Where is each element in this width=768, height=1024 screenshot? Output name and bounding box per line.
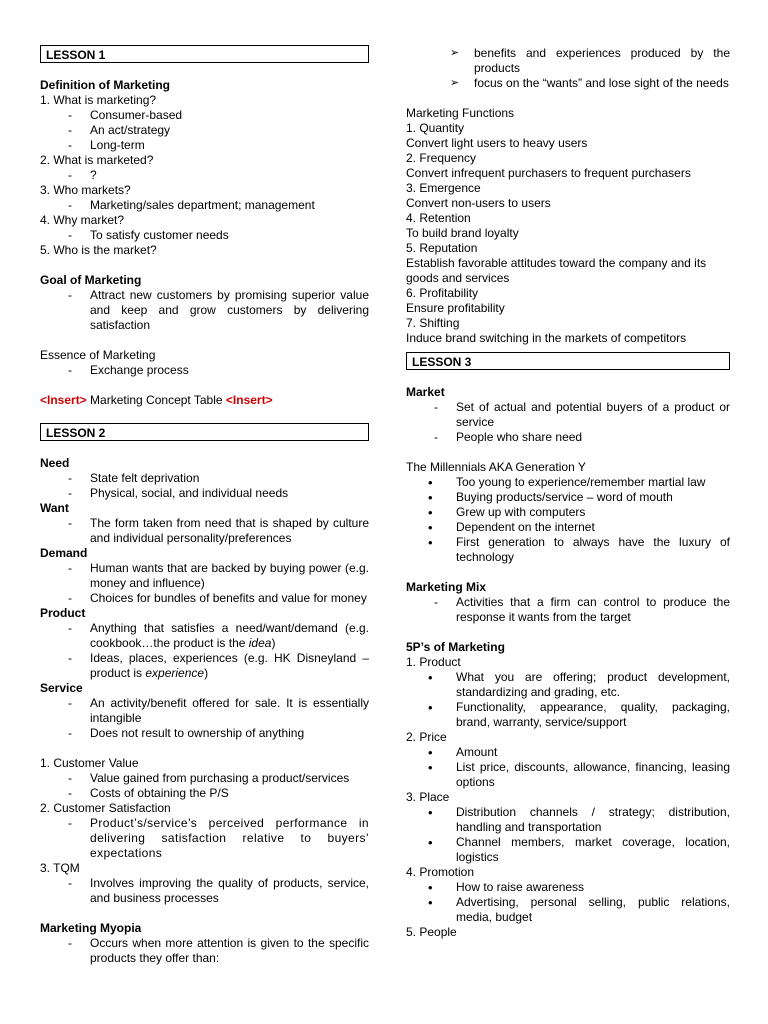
functions-line: Ensure profitability: [406, 301, 505, 315]
list-item: • Distribution channels / strategy; distribution, handling and transportation: [406, 805, 730, 835]
fiveps-promotion-title: 4. Promotion: [406, 865, 475, 879]
functions-line: 2. Frequency: [406, 151, 477, 165]
question-4-list: [40, 228, 369, 243]
myopia-list: [40, 936, 369, 966]
left-column: [40, 45, 369, 966]
demand-title: Demand: [40, 546, 88, 560]
item-text: Ideas, places, experiences (e.g. HK Disneyland – product is: [90, 651, 369, 680]
functions-line: 5. Reputation: [406, 241, 478, 255]
question-3: 3. Who markets?: [40, 183, 131, 197]
fiveps-people-title: 5. People: [406, 925, 457, 939]
list-item: - ?: [40, 168, 369, 183]
tqm-list: [40, 876, 369, 906]
functions-line: 7. Shifting: [406, 316, 460, 330]
question-2-list: [40, 168, 369, 183]
list-item: ➢ benefits and experiences produced by the products: [406, 46, 730, 76]
list-item: • Dependent on the internet: [406, 520, 730, 535]
question-3-list: [40, 198, 369, 213]
list-item: • Too young to experience/remember martial law: [406, 475, 730, 490]
millennials-title: The Millennials AKA Generation Y: [406, 460, 586, 474]
functions-line: Convert light users to heavy users: [406, 136, 588, 150]
question-1: 1. What is marketing?: [40, 93, 157, 107]
question-4: 4. Why market?: [40, 213, 125, 227]
functions-line: 1. Quantity: [406, 121, 465, 135]
product-list: [40, 621, 369, 681]
list-item: - Costs of obtaining the P/S: [40, 786, 369, 801]
fiveps-place-title: 3. Place: [406, 790, 450, 804]
list-item: - Consumer-based: [40, 108, 369, 123]
list-item: • Grew up with computers: [406, 505, 730, 520]
need-title: Need: [40, 456, 70, 470]
service-title: Service: [40, 681, 83, 695]
list-item: - Marketing/sales department; management: [40, 198, 369, 213]
list-item: • Advertising, personal selling, public relations, media, budget: [406, 895, 730, 925]
product-title: Product: [40, 606, 86, 620]
question-2: 2. What is marketed?: [40, 153, 154, 167]
myopia-sublist: [406, 46, 730, 91]
item-text: ): [271, 636, 276, 650]
goal-title: Goal of Marketing: [40, 273, 142, 287]
essence-title: Essence of Marketing: [40, 348, 156, 362]
list-item: - The form taken from need that is shaped by culture and individual personality/preferences: [40, 516, 369, 546]
definition-title: Definition of Marketing: [40, 78, 170, 92]
list-item: • Functionality, appearance, quality, packaging, brand, warranty, service/support: [406, 700, 730, 730]
market-title: Market: [406, 385, 445, 399]
list-item: • List price, discounts, allowance, financing, leasing options: [406, 760, 730, 790]
item-text: ): [204, 666, 209, 680]
functions-line: Induce brand switching in the markets of competitors: [406, 331, 687, 345]
want-list: [40, 516, 369, 546]
mix-title: Marketing Mix: [406, 580, 487, 594]
list-item: • Channel members, market coverage, location, logistics: [406, 835, 730, 865]
list-item: - Occurs when more attention is given to the specific products they offer than:: [40, 936, 369, 966]
need-list: [40, 471, 369, 501]
list-item: - Long-term: [40, 138, 369, 153]
right-column: [406, 46, 730, 940]
list-item: - An act/strategy: [40, 123, 369, 138]
functions-line: To build brand loyalty: [406, 226, 519, 240]
customer-satisfaction-list: [40, 816, 369, 861]
market-list: [406, 400, 730, 445]
mix-list: [406, 595, 730, 625]
want-title: Want: [40, 501, 69, 515]
millennials-list: [406, 475, 730, 565]
list-item: - Product’s/service’s perceived performance in delivering satisfaction relative to buyers’ expectations: [40, 816, 369, 861]
list-item: - Human wants that are backed by buying power (e.g. money and influence): [40, 561, 369, 591]
lesson1-heading: LESSON 1: [40, 45, 369, 63]
item-emphasis: experience: [145, 666, 205, 680]
fiveps-product-title: 1. Product: [406, 655, 461, 669]
list-item: - Does not result to ownership of anything: [40, 726, 369, 741]
fiveps-place-list: [406, 805, 730, 865]
list-item: • What you are offering; product development, standardizing and grading, etc.: [406, 670, 730, 700]
insert-tag: <Insert>: [40, 393, 87, 407]
list-item: - Choices for bundles of benefits and value for money: [40, 591, 369, 606]
functions-line: Convert infrequent purchasers to frequent purchasers: [406, 166, 691, 180]
fiveps-promotion-list: [406, 880, 730, 925]
myopia-title: Marketing Myopia: [40, 921, 142, 935]
lesson3-heading: LESSON 3: [406, 352, 730, 370]
list-item: - Involves improving the quality of products, service, and business processes: [40, 876, 369, 906]
customer-value-list: [40, 771, 369, 801]
insert-tag: <Insert>: [225, 393, 273, 407]
question-1-list: [40, 108, 369, 153]
goal-list: [40, 288, 369, 333]
functions-line: Establish favorable attitudes toward the company and its goods and services: [406, 256, 707, 285]
customer-value-title: 1. Customer Value: [40, 756, 139, 770]
list-item: • Buying products/service – word of mouth: [406, 490, 730, 505]
list-item: • First generation to always have the luxury of technology: [406, 535, 730, 565]
list-item: - Physical, social, and individual needs: [40, 486, 369, 501]
insert-line: [40, 393, 369, 408]
service-list: [40, 696, 369, 741]
list-item: • Amount: [406, 745, 730, 760]
list-item: - Value gained from purchasing a product/services: [40, 771, 369, 786]
functions-line: 6. Profitability: [406, 286, 479, 300]
list-item: • How to raise awareness: [406, 880, 730, 895]
list-item: - Set of actual and potential buyers of a product or service: [406, 400, 730, 430]
lesson2-heading: LESSON 2: [40, 423, 369, 441]
list-item: ➢ focus on the “wants” and lose sight of the needs: [406, 76, 730, 91]
list-item: - To satisfy customer needs: [40, 228, 369, 243]
item-emphasis: idea: [248, 636, 272, 650]
functions-line: 3. Emergence: [406, 181, 481, 195]
insert-text: Marketing Concept Table: [86, 393, 226, 407]
list-item: [40, 651, 369, 681]
fiveps-price-title: 2. Price: [406, 730, 447, 744]
fiveps-price-list: [406, 745, 730, 790]
essence-list: [40, 363, 369, 378]
item-text: Anything that satisfies a need/want/demand (e.g. cookbook…the product is the: [90, 621, 369, 650]
functions-line: Convert non-users to users: [406, 196, 551, 210]
list-item: - Attract new customers by promising superior value and keep and grow customers by delivering satisfaction: [40, 288, 369, 333]
list-item: - People who share need: [406, 430, 730, 445]
customer-satisfaction-title: 2. Customer Satisfaction: [40, 801, 171, 815]
fiveps-product-list: [406, 670, 730, 730]
list-item: [40, 621, 369, 651]
list-item: - An activity/benefit offered for sale. It is essentially intangible: [40, 696, 369, 726]
question-5: 5. Who is the market?: [40, 243, 157, 257]
functions-title: Marketing Functions: [406, 106, 515, 120]
list-item: - Activities that a firm can control to produce the response it wants from the target: [406, 595, 730, 625]
demand-list: [40, 561, 369, 606]
list-item: - State felt deprivation: [40, 471, 369, 486]
list-item: - Exchange process: [40, 363, 369, 378]
functions-line: 4. Retention: [406, 211, 471, 225]
fiveps-title: 5P’s of Marketing: [406, 640, 505, 654]
tqm-title: 3. TQM: [40, 861, 80, 875]
